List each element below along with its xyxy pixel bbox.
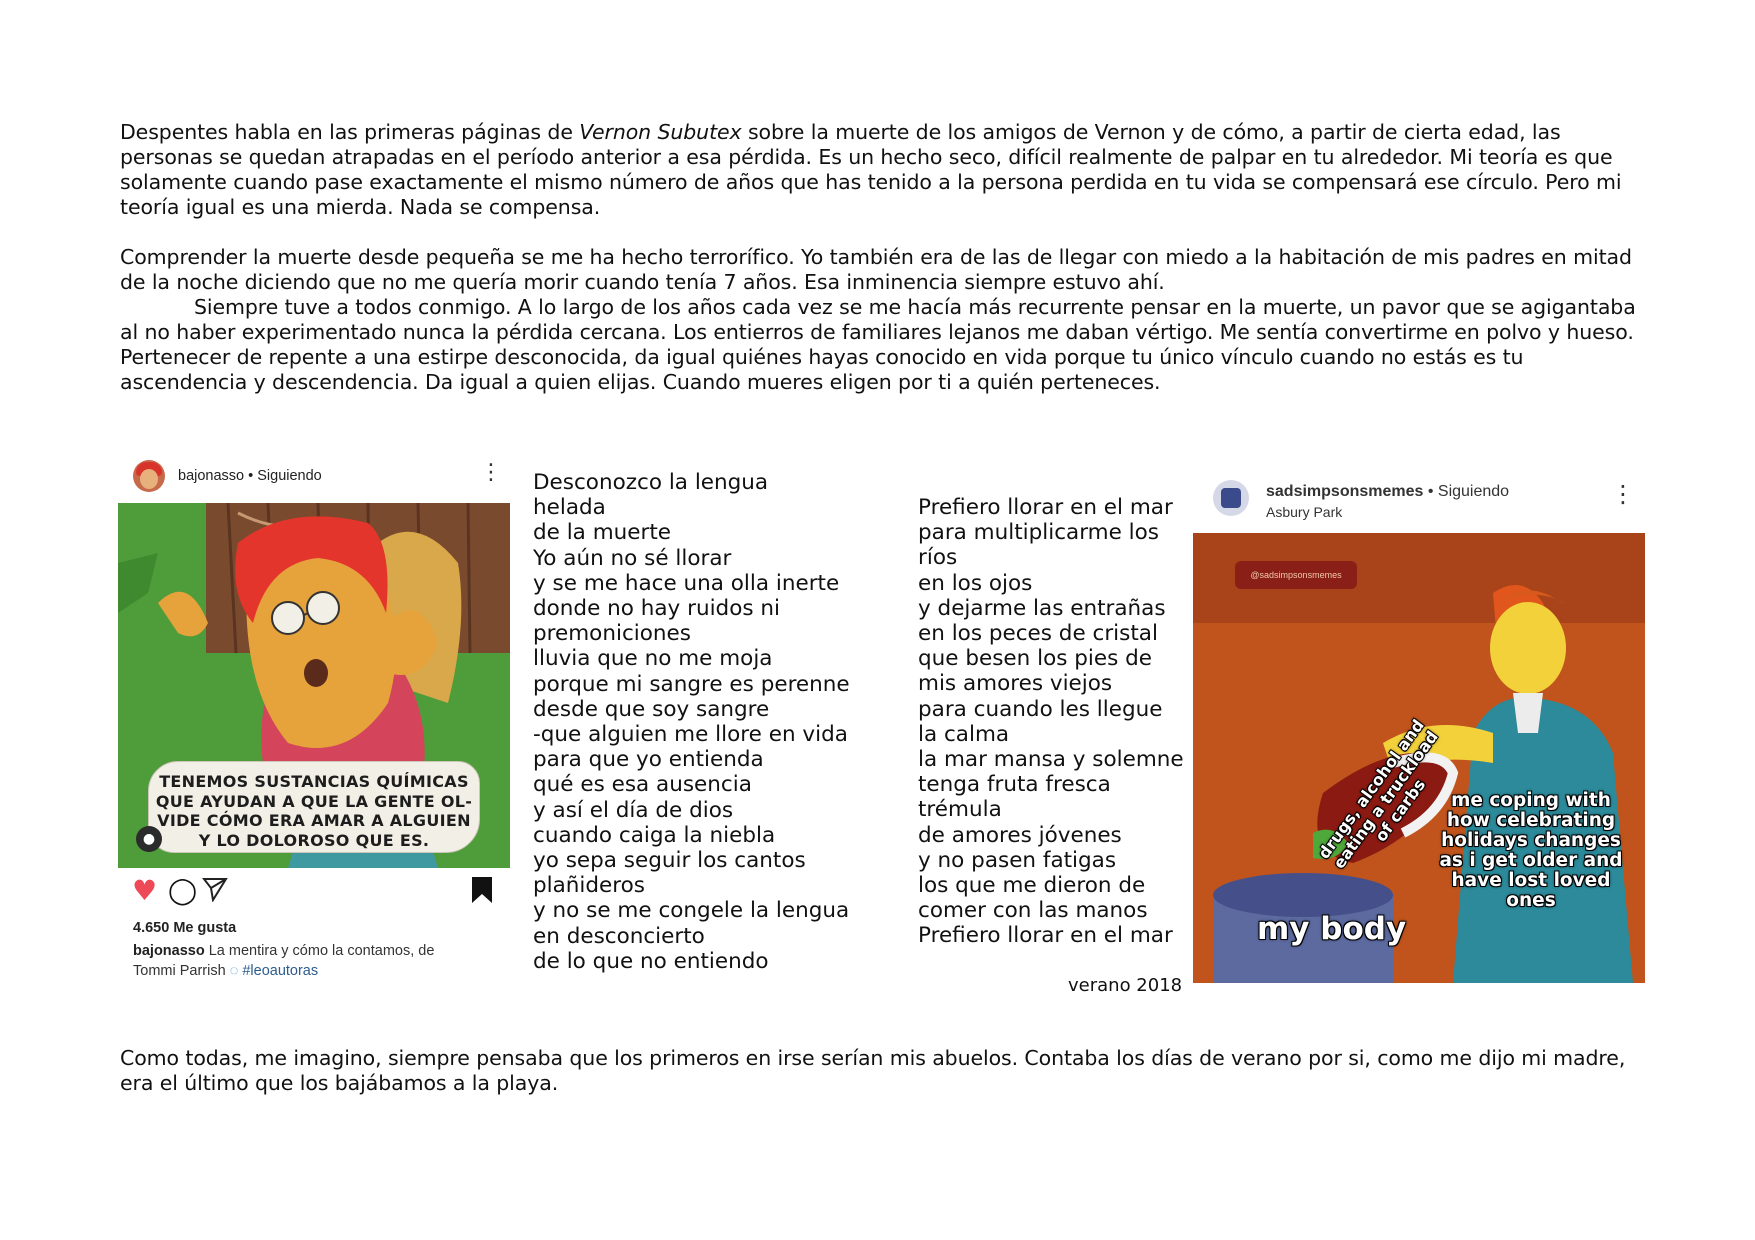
book-title: Vernon Subutex (579, 120, 742, 144)
post-username[interactable]: bajonasso • Siguiendo (178, 468, 322, 484)
paragraph-grandparents: Como todas, me imagino, siempre pensaba que los primeros en irse serían mis abuelos. Contaba los días de verano por si, como me dijo mi madre, era el último que los bajábamos a la playa. (120, 1046, 1626, 1095)
poem-line: qué es esa ausencia (533, 772, 752, 798)
post-location[interactable]: Asbury Park (1266, 504, 1343, 520)
post-header (118, 458, 510, 494)
paragraph-vernon (120, 120, 1650, 220)
poem-line: y así el día de dios (533, 797, 734, 823)
poem-line: ríos (918, 545, 958, 571)
poem-line: desde que soy sangre (533, 696, 770, 722)
post-header (1193, 474, 1653, 534)
poem-prefiero (918, 495, 1184, 949)
post-image-comic (118, 503, 510, 868)
more-icon[interactable]: ⋮ (480, 460, 502, 485)
poem-line: -que alguien me llore en vida (533, 722, 848, 748)
poem-line: la mar mansa y solemne (918, 747, 1184, 773)
poem-line: premoniciones (533, 621, 691, 647)
bookmark-icon[interactable] (470, 876, 494, 910)
paragraph-text: sobre la muerte de los amigos de Vernon y de cómo, a partir de cierta edad, las personas se quedan atrapadas en el período anterior a esa pérdida. Es un hecho seco, difícil realmente de palpar en tu alrededor. Mi teoría es que solamente cuando pase exactamente el mismo número de años que has tenido a la persona perdida en tu vida se compensará ese círculo. Pero mi teoría igual es una mierda. Nada se compensa. (120, 120, 1622, 219)
like-count[interactable]: 4.650 Me gusta (133, 920, 237, 936)
poem-line: y dejarme las entrañas (918, 595, 1166, 621)
paragraph-text: Despentes habla en las primeras páginas de (120, 120, 580, 144)
poem-line: la calma (918, 721, 1010, 747)
poem-line: de amores jóvenes (918, 822, 1122, 848)
poem-line: Prefiero llorar en el mar (918, 923, 1173, 949)
poem-line: trémula (918, 797, 1002, 823)
poem-line: mis amores viejos (918, 671, 1113, 697)
poem-line: y no se me congele la lengua (533, 898, 850, 924)
poem-line: en los peces de cristal (918, 621, 1158, 647)
poem-line: y se me hace una olla inerte (533, 570, 840, 596)
paragraph-text: Siempre tuve a todos conmigo. A lo largo de los años cada vez se me hacía más recurrente pensar en la muerte, un pavor que se agigantaba al no haber experimentado nunca la pérdida cercana. Los entierros de familiares lejanos me daban vértigo. Me sentía convertirme en polvo y hueso. Pertenecer de repente a una estirpe desconocida, da igual quiénes hayas conocido en vida porque tu único vínculo cuando no estás es tu ascendencia y descendencia. Da igual a quien elijas. Cuando mueres eligen por ti a quién perteneces. (120, 295, 1636, 394)
meme-label-coping: me coping with how celebrating holidays changes as i get older and have lost loved ones (1439, 790, 1623, 911)
poem-line: y no pasen fatigas (918, 847, 1117, 873)
avatar[interactable] (133, 460, 165, 492)
meme-label-drugs: drugs, alcohol and eating a truckload of carbs (1314, 715, 1442, 873)
follow-status: • Siguiendo (248, 468, 322, 484)
poem-line: en los ojos (918, 570, 1033, 596)
poem-line: helada (533, 495, 606, 521)
paragraph-family (120, 295, 1650, 395)
hashtag-link[interactable]: #leoautoras (242, 963, 319, 979)
comment-icon[interactable]: ◯ (168, 876, 198, 906)
poem-line: cuando caiga la niebla (533, 822, 776, 848)
user-tag-icon[interactable]: ● (136, 826, 162, 852)
post-caption: bajonasso La mentira y cómo la contamos, de Tommi Parrish ◌ #leoautoras (133, 943, 435, 979)
post-username[interactable]: sadsimpsonsmemes • Siguiendo (1266, 483, 1510, 500)
poem-date: verano 2018 (1068, 975, 1183, 996)
poem-line: plañideros (533, 873, 645, 899)
poem-line: tenga fruta fresca (918, 772, 1111, 798)
poem-desconozco (533, 470, 850, 974)
heart-icon[interactable]: ♥ (132, 874, 158, 907)
more-icon[interactable]: ⋮ (1611, 480, 1635, 508)
poem-line: Prefiero llorar en el mar (918, 495, 1173, 520)
poem-line: yo sepa seguir los cantos (533, 848, 806, 874)
follow-status: • Siguiendo (1423, 483, 1510, 500)
poem-line: para cuando les llegue (918, 696, 1163, 722)
poem-line: en desconcierto (533, 923, 705, 949)
poem-line: comer con las manos (918, 898, 1148, 924)
loop-emoji-icon: ◌ (229, 963, 239, 979)
poem-line: para multiplicarme los (918, 520, 1160, 546)
poem-line: de lo que no entiendo (533, 948, 769, 974)
meme-watermark: @sadsimpsonsmemes (1235, 561, 1357, 589)
caption-username[interactable]: bajonasso (133, 943, 205, 959)
poem-line: para que yo entienda (533, 747, 764, 773)
post-image-meme (1193, 533, 1645, 983)
send-icon[interactable] (202, 876, 228, 908)
poem-line: porque mi sangre es perenne (533, 671, 850, 697)
comic-caption: TENEMOS SUSTANCIAS QUÍMICAS QUE AYUDAN A QUE LA GENTE OL- VIDE CÓMO ERA AMAR A ALGUIEN Y LO DOLOROSO QUE ES. (148, 761, 480, 853)
poem-line: lluvia que no me moja (533, 646, 773, 672)
poem-line: los que me dieron de (918, 873, 1146, 899)
paragraph-childhood: Comprender la muerte desde pequeña se me ha hecho terrorífico. Yo también era de las de llegar con miedo a la habitación de mis padres en mitad de la noche diciendo que no me quería morir cuando tenía 7 años. Esa inminencia siempre estuvo ahí. (120, 245, 1632, 294)
avatar[interactable] (1213, 480, 1249, 516)
meme-label-body: my body (1257, 911, 1407, 947)
poem-line: que besen los pies de (918, 646, 1153, 672)
poem-line: de la muerte (533, 520, 671, 546)
poem-line: Yo aún no sé llorar (533, 545, 732, 571)
post-actions (118, 876, 510, 912)
poem-line: donde no hay ruidos ni (533, 596, 780, 622)
poem-line: Desconozco la lengua (533, 470, 769, 495)
